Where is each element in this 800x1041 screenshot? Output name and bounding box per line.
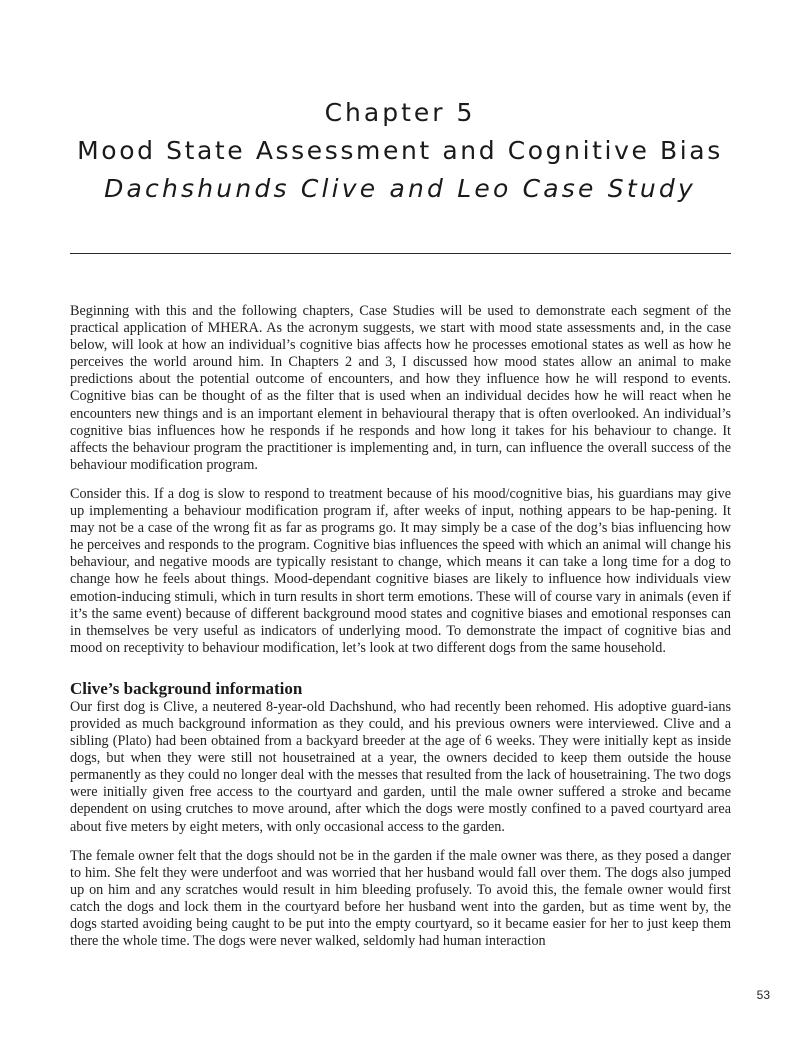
paragraph: Consider this. If a dog is slow to respond to treatment because of his mood/cognitive bias, his guardians may give up implementing a behaviour modification program if, after weeks of input, nothing appears to be hap-pening. It may not be a case of the wrong fit as far as programs go. It may simply be a case of the dog’s bias influencing how he perceives and responds to the program. Cognitive bias influences the speed with which an animal will change his behaviour, and negative moods are typically resistant to change, which means it can take a long time for a dog to change how he feels about things. Mood-dependant cognitive biases are likely to influence how individuals view emotion-inducing stimuli, which in turn results in short term emotions. These will of course vary in animals (even if it’s the same event) because of different background mood states and cognitive biases and emotional responses can in themselves be very useful as indicators of underlying mood. To demonstrate the impact of cognitive bias and mood on receptivity to behaviour modification, let’s look at two different dogs from the same household. [70,485,731,656]
chapter-heading [70,96,730,208]
chapter-title: Mood State Assessment and Cognitive Bias [77,136,723,165]
heading-divider [70,253,731,254]
chapter-number: Chapter 5 [324,98,476,127]
paragraph: Our first dog is Clive, a neutered 8-year-old Dachshund, who had recently been rehomed. His adoptive guard-ians provided as much background information as they could, and his previous owners were interviewed. Clive and a sibling (Plato) had been obtained from a backyard breeder at the age of 6 weeks. They were initially kept as inside dogs, but when they were still not housetrained at a year, the owners decided to keep them outside the house permanently as they could no longer deal with the messes that resulted from the lack of housetraining. The two dogs were initially given free access to the courtyard and garden, until the male owner suffered a stroke and became dependent on using crutches to move around, after which the dogs were mostly confined to a paved courtyard area about five meters by eight meters, with only occasional access to the garden. [70,698,731,835]
body-text [70,303,731,962]
chapter-subtitle: Dachshunds Clive and Leo Case Study [104,174,696,203]
page-number: 53 [756,988,770,1002]
paragraph: The female owner felt that the dogs should not be in the garden if the male owner was there, as they posed a danger to him. She felt they were underfoot and was worried that her husband would fall over them. The dogs also jumped up on him and any scratches would result in him bleeding profusely. To avoid this, the female owner would first catch the dogs and lock them in the courtyard before her husband went into the garden, but as time went by, the dogs started avoiding being caught to be put into the empty courtyard, so it became easier for her to just keep them there the whole time. The dogs were never walked, seldomly had human interaction [70,847,731,950]
paragraph: Beginning with this and the following chapters, Case Studies will be used to demonstrate each segment of the practical application of MHERA. As the acronym suggests, we start with mood state assessments and, in the case below, will look at how an individual’s cognitive bias affects how he processes emotional states as well as how he perceives the world around him. In Chapters 2 and 3, I discussed how mood states allow an animal to make predictions about the potential outcome of encounters, and how they influence how he will respond to events. Cognitive bias can be thought of as the filter that is used when an individual decides how he will react when he encounters new things and is an important element in behavioural therapy that is often overlooked. An individual’s cognitive bias influences how he responds if he responds and how long it takes for his behaviour to change. It affects the behaviour program the practitioner is implementing and, in turn, can influence the overall success of the behaviour modification program. [70,303,731,473]
section-heading: Clive’s background information [70,678,303,698]
